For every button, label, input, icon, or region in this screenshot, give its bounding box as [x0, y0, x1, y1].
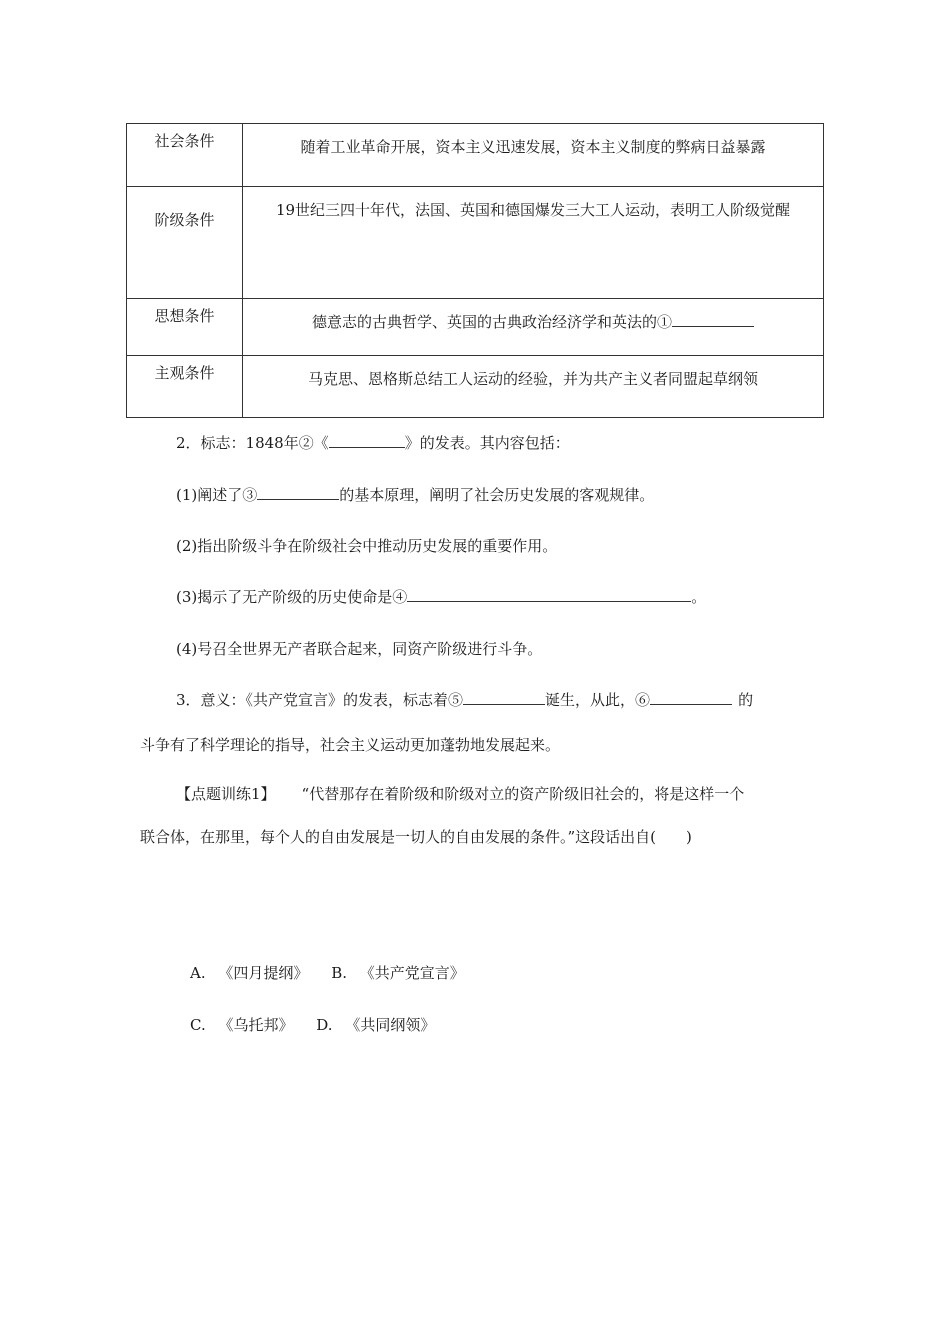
row-content: [243, 187, 824, 299]
item3-text: (3)揭示了无产阶级的历史使命是④: [176, 588, 408, 606]
row-content: 马克思、恩格斯总结工人运动的经验，并为共产主义者同盟起草纲领: [243, 356, 824, 418]
section2-item2: (2)指出阶级斗争在阶级社会中推动历史发展的重要作用。: [176, 537, 558, 555]
option-b-text: 《共产党宣言》: [359, 964, 465, 982]
exercise-line1: [176, 783, 744, 804]
option-d-letter: D.: [316, 1016, 333, 1034]
row-label: 思想条件: [127, 299, 243, 356]
table-row: [127, 356, 824, 418]
section2-lead: [176, 432, 570, 453]
option-a[interactable]: [190, 964, 313, 982]
conditions-table: [126, 123, 824, 418]
row-label: 社会条件: [127, 124, 243, 187]
section3-text-c: 的: [738, 691, 754, 709]
option-d[interactable]: [316, 1016, 435, 1034]
exercise-line2: 联合体，在那里，每个人的自由发展是一切人的自由发展的条件。”这段话出自( ): [140, 828, 692, 846]
option-d-text: 《共同纲领》: [345, 1016, 436, 1034]
section3-line1: [176, 689, 753, 710]
section3-text-b: 诞生，从此，⑥: [545, 691, 651, 709]
section2-item1: [176, 484, 654, 505]
fill-blank-4[interactable]: [407, 587, 691, 602]
fill-blank-6[interactable]: [650, 690, 732, 705]
table-row: [127, 299, 824, 356]
section2-lead-text: 2．标志：1848年②《: [176, 434, 329, 452]
section2-item4: (4)号召全世界无产者联合起来，同资产阶级进行斗争。: [176, 640, 543, 658]
section2-lead-text-end: 》的发表。其内容包括：: [404, 434, 570, 452]
fill-blank-2[interactable]: [329, 433, 405, 448]
row-content-text: 德意志的古典哲学、英国的古典政治经济学和英法的①: [311, 313, 672, 331]
row-label: 阶级条件: [127, 187, 243, 299]
item1-text: (1)阐述了③: [176, 486, 258, 504]
options-row-2: [190, 1014, 435, 1035]
option-a-letter: A.: [190, 964, 206, 982]
option-c-text: 《乌托邦》: [218, 1016, 294, 1034]
section3-text-a: 3．意义：《共产党宣言》的发表，标志着⑤: [176, 691, 464, 709]
fill-blank-5[interactable]: [463, 690, 545, 705]
item3-text-end: 。: [691, 588, 707, 606]
section2-item3: [176, 586, 706, 607]
item1-text-end: 的基本原理，阐明了社会历史发展的客观规律。: [339, 486, 655, 504]
option-c-letter: C.: [190, 1016, 206, 1034]
table-row: [127, 187, 824, 299]
row-label: 主观条件: [127, 356, 243, 418]
option-c[interactable]: [190, 1016, 298, 1034]
fill-blank-3[interactable]: [257, 485, 339, 500]
row-content-text: 19世纪三四十年代，法国、英国和德国爆发三大工人运动，表明工人阶级觉醒: [275, 201, 791, 219]
option-b-letter: B.: [331, 964, 347, 982]
fill-blank-1[interactable]: [672, 312, 754, 327]
table-row: [127, 124, 824, 187]
row-content: 随着工业革命开展，资本主义迅速发展，资本主义制度的弊病日益暴露: [243, 124, 824, 187]
options-row-1: [190, 962, 465, 983]
exercise-text-1: “代替那存在着阶级和阶级对立的资产阶级旧社会的，将是这样一个: [301, 785, 745, 803]
row-content: [243, 299, 824, 356]
section3-line2: 斗争有了科学理论的指导，社会主义运动更加蓬勃地发展起来。: [140, 736, 561, 754]
option-a-text: 《四月提纲》: [218, 964, 309, 982]
option-b[interactable]: [331, 964, 465, 982]
exercise-tag: 【点题训练1】: [176, 785, 276, 803]
